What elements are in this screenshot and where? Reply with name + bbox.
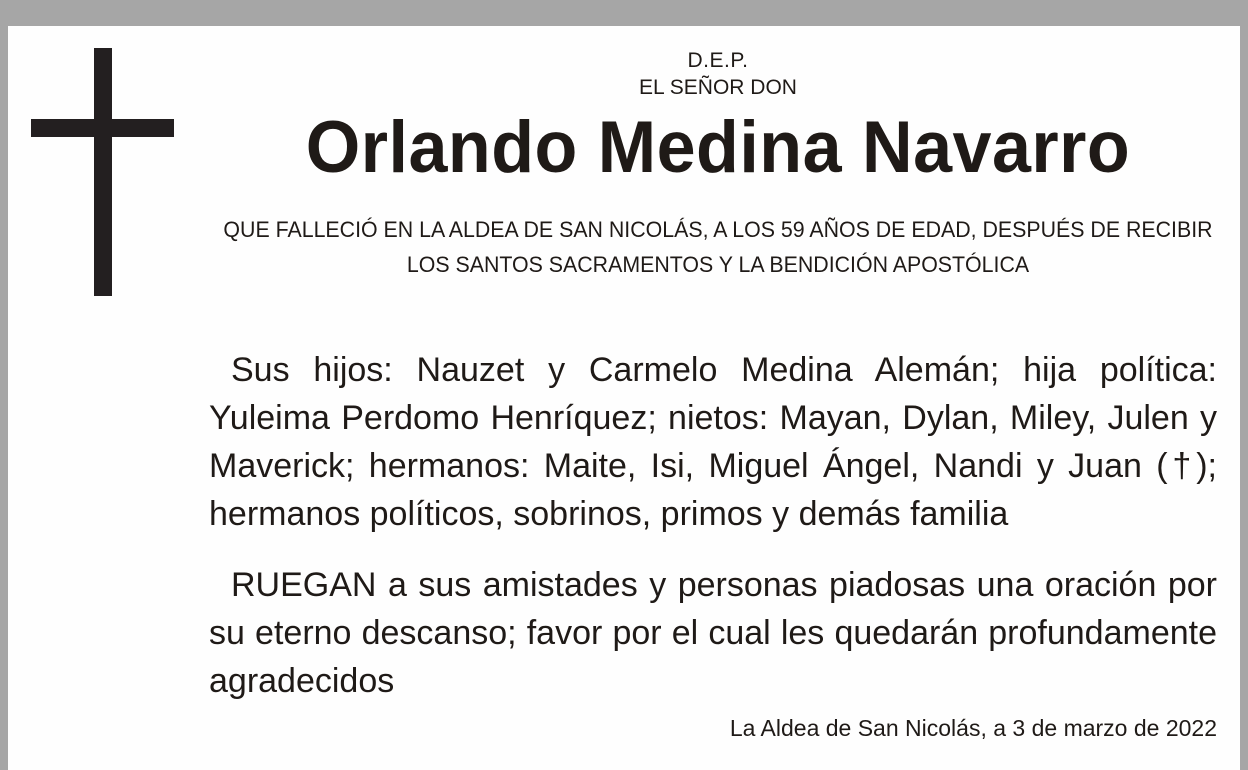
request-paragraph bbox=[209, 561, 1217, 705]
cross-horizontal-bar bbox=[31, 119, 174, 137]
dep-abbreviation: D.E.P. bbox=[687, 49, 749, 72]
request-text: RUEGAN a sus amistades y personas piadosas una oración por su eterno descanso; favor por el cual les quedarán profundamente agradecidos bbox=[209, 566, 1217, 700]
cross-vertical-bar bbox=[94, 48, 112, 296]
family-paragraph bbox=[209, 346, 1217, 538]
family-text: Sus hijos: Nauzet y Carmelo Medina Alemán; hija política: Yuleima Perdomo Henríquez; nietos: Mayan, Dylan, Miley, Julen y Maverick; hermanos: Maite, Isi, Miguel Ángel, Nandi y Juan (†); hermanos políticos, sobrinos, primos y demás familia bbox=[209, 351, 1217, 533]
obituary-card bbox=[8, 26, 1240, 770]
deceased-name: Orlando Medina Navarro bbox=[305, 107, 1131, 188]
dateline: La Aldea de San Nicolás, a 3 de marzo de 2022 bbox=[729, 715, 1217, 741]
title-prefix: EL SEÑOR DON bbox=[639, 76, 797, 99]
death-statement: QUE FALLECIÓ EN LA ALDEA DE SAN NICOLÁS, A LOS 59 AÑOS DE EDAD, DESPUÉS DE RECIBIR LOS SANTOS SACRAMENTOS Y LA BENDICIÓN APOSTÓLICA bbox=[223, 217, 1213, 277]
